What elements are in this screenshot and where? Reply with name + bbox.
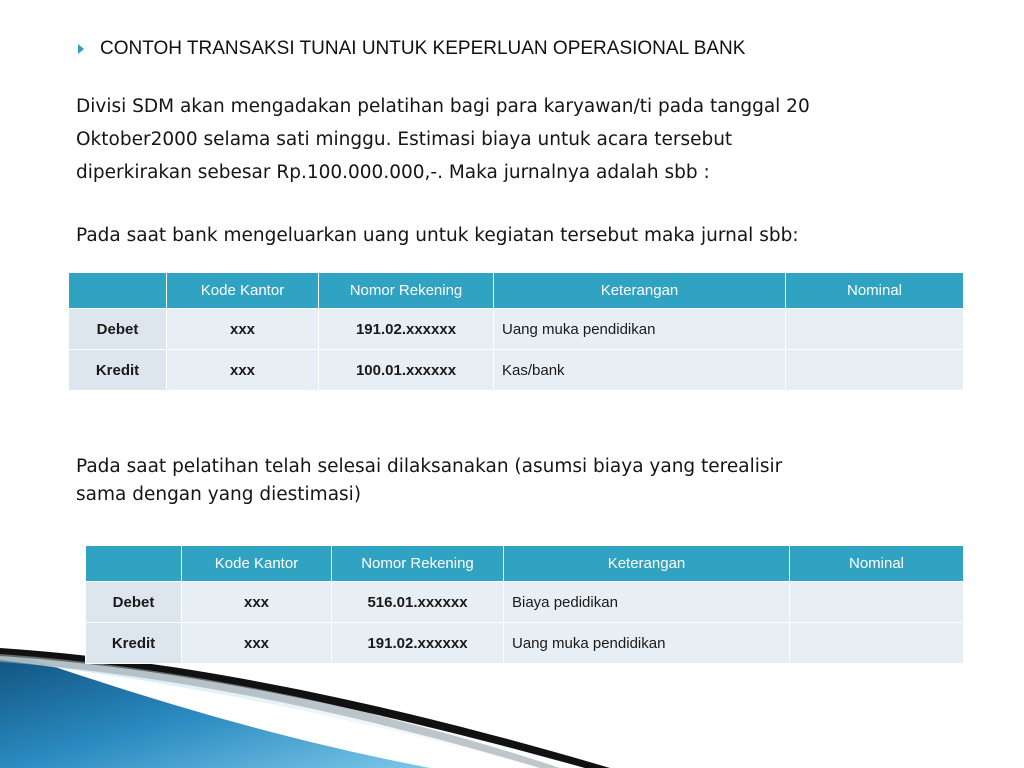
nominal-cell [790,623,964,664]
nomor-rekening-cell: 191.02.xxxxxx [319,309,494,350]
table-row [86,623,964,664]
kode-kantor-cell: xxx [167,309,319,350]
keterangan-cell: Uang muka pendidikan [504,623,790,664]
kode-kantor-cell: xxx [182,582,332,623]
header-cell: Kode Kantor [167,273,319,309]
journal-table-2 [85,545,964,664]
header-cell [86,546,182,582]
intro-paragraph [76,90,976,189]
keterangan-cell: Uang muka pendidikan [494,309,786,350]
journal-table-1 [68,272,964,391]
intro-line-3: diperkirakan sebesar Rp.100.000.000,-. Maka jurnalnya adalah sbb : [76,162,710,183]
header-cell: Kode Kantor [182,546,332,582]
table-header-row [69,273,964,309]
table2-caption-line-2: sama dengan yang diestimasi) [76,484,362,505]
header-cell: Keterangan [504,546,790,582]
header-cell: Nomor Rekening [332,546,504,582]
header-cell: Nomor Rekening [319,273,494,309]
intro-line-2: Oktober2000 selama sati minggu. Estimasi biaya untuk acara tersebut [76,129,733,150]
nominal-cell [786,350,964,391]
nominal-cell [786,309,964,350]
bullet-arrow-icon [78,44,84,54]
row-label: Kredit [86,623,182,664]
header-cell [69,273,167,309]
row-label: Debet [69,309,167,350]
table2-caption [76,453,976,509]
kode-kantor-cell: xxx [167,350,319,391]
table1-caption: Pada saat bank mengeluarkan uang untuk kegiatan tersebut maka jurnal sbb: [76,225,799,246]
kode-kantor-cell: xxx [182,623,332,664]
row-label: Debet [86,582,182,623]
nominal-cell [790,582,964,623]
header-cell: Nominal [786,273,964,309]
table-row [69,350,964,391]
row-label: Kredit [69,350,167,391]
keterangan-cell: Biaya pedidikan [504,582,790,623]
nomor-rekening-cell: 516.01.xxxxxx [332,582,504,623]
table2-caption-line-1: Pada saat pelatihan telah selesai dilaksanakan (asumsi biaya yang terealisir [76,456,783,477]
nomor-rekening-cell: 100.01.xxxxxx [319,350,494,391]
slide-heading [78,38,745,60]
table-header-row [86,546,964,582]
intro-line-1: Divisi SDM akan mengadakan pelatihan bagi para karyawan/ti pada tanggal 20 [76,96,810,117]
table-row [86,582,964,623]
header-cell: Keterangan [494,273,786,309]
heading-text: CONTOH TRANSAKSI TUNAI UNTUK KEPERLUAN OPERASIONAL BANK [100,38,746,59]
nomor-rekening-cell: 191.02.xxxxxx [332,623,504,664]
table-row [69,309,964,350]
header-cell: Nominal [790,546,964,582]
keterangan-cell: Kas/bank [494,350,786,391]
